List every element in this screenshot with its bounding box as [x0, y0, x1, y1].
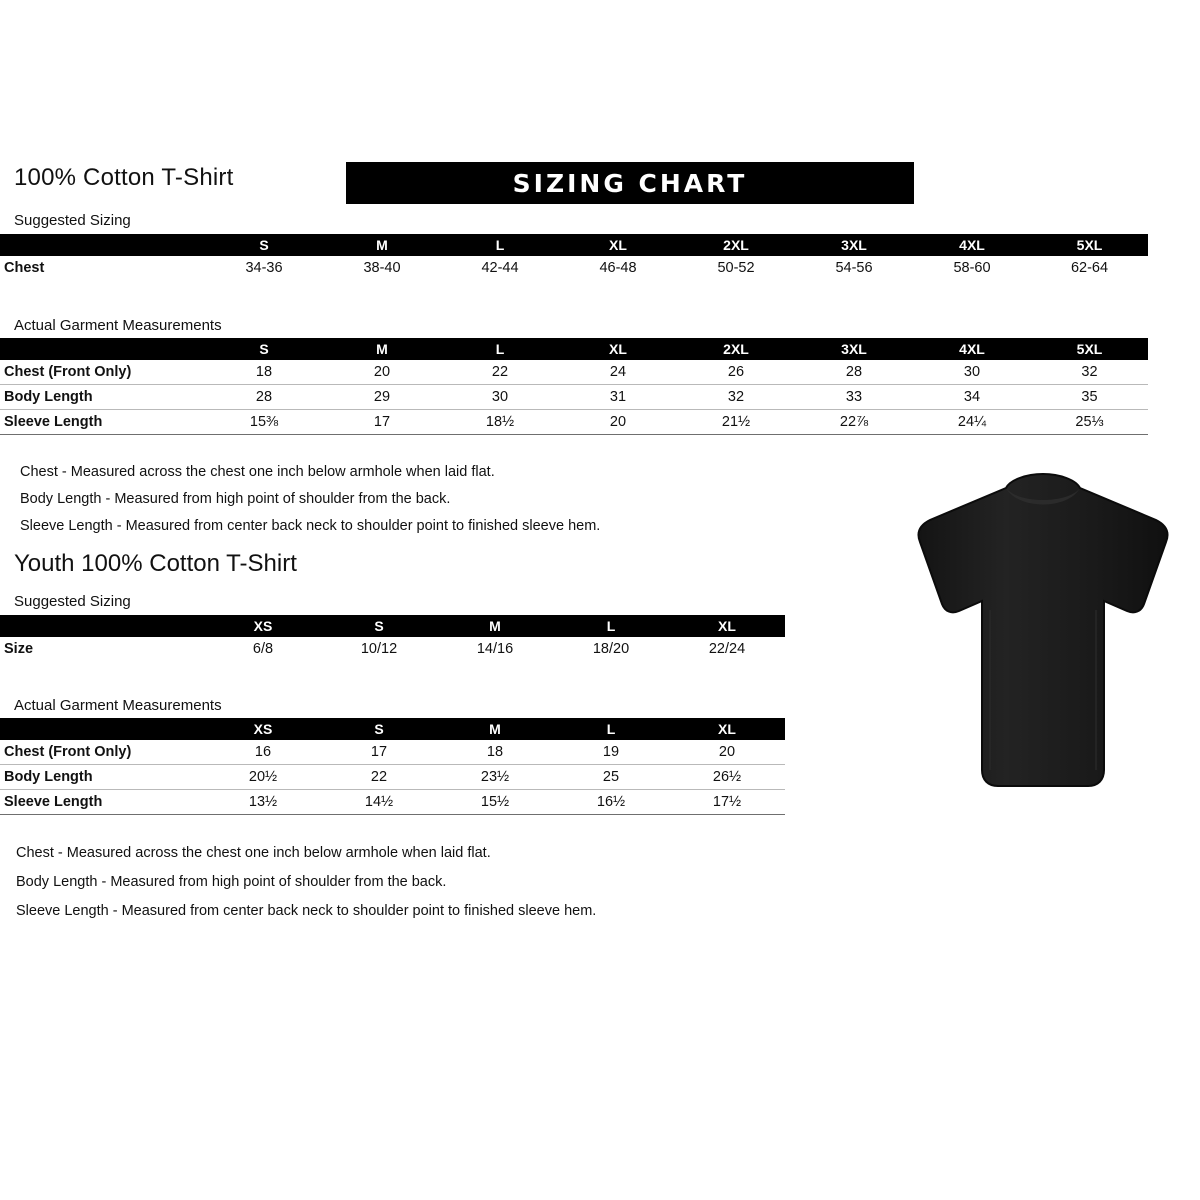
cell-sleevelength-xl: 17½ — [669, 790, 785, 815]
cell-chestfront-l: 19 — [553, 740, 669, 765]
cell-bodylength-s: 28 — [205, 385, 323, 410]
cell-bodylength-s: 22 — [321, 765, 437, 790]
cell-bodylength-m: 29 — [323, 385, 441, 410]
sizing-chart-banner-text: SIZING CHART — [512, 169, 748, 198]
cell-bodylength-5xl: 35 — [1031, 385, 1148, 410]
cell-sleevelength-l: 18½ — [441, 410, 559, 435]
cell-bodylength-l: 30 — [441, 385, 559, 410]
table-row — [0, 360, 1148, 385]
col-head-blank — [0, 615, 205, 637]
cell-bodylength-3xl: 33 — [795, 385, 913, 410]
tshirt-illustration — [898, 470, 1188, 810]
col-head-l: L — [553, 718, 669, 740]
col-head-s: S — [205, 338, 323, 360]
cell-sleevelength-l: 16½ — [553, 790, 669, 815]
adult-actual-measurements-table — [0, 338, 1148, 435]
col-head-blank — [0, 338, 205, 360]
table-row — [0, 765, 785, 790]
cell-chestfront-xl: 24 — [559, 360, 677, 385]
row-label-body-length: Body Length — [0, 385, 205, 410]
cell-chest-l: 42-44 — [481, 260, 519, 276]
col-head-s: S — [205, 234, 323, 256]
youth-note-chest: Chest - Measured across the chest one inch below armhole when laid flat. — [16, 845, 491, 861]
table-header-row — [0, 615, 785, 637]
cell-chestfront-s: 18 — [205, 360, 323, 385]
col-head-xl: XL — [669, 718, 785, 740]
cell-sleevelength-s: 15⅜ — [205, 410, 323, 435]
cell-sleevelength-3xl: 22⅞ — [795, 410, 913, 435]
row-label-chest: Chest — [4, 260, 45, 276]
cell-chestfront-3xl: 28 — [795, 360, 913, 385]
cell-sleevelength-4xl: 24¼ — [913, 410, 1031, 435]
adult-suggested-sizing-label: Suggested Sizing — [14, 212, 131, 229]
cell-size-xs: 6/8 — [252, 641, 274, 657]
table-row — [0, 740, 785, 765]
cell-sleevelength-2xl: 21½ — [677, 410, 795, 435]
table-row — [0, 410, 1148, 435]
col-head-l: L — [441, 234, 559, 256]
col-head-m: M — [323, 338, 441, 360]
col-head-3xl: 3XL — [795, 338, 913, 360]
cell-bodylength-xl: 31 — [559, 385, 677, 410]
col-head-4xl: 4XL — [913, 234, 1031, 256]
col-head-xl: XL — [669, 615, 785, 637]
adult-suggested-sizing-table — [0, 234, 1148, 280]
cell-chestfront-4xl: 30 — [913, 360, 1031, 385]
col-head-xs: XS — [205, 718, 321, 740]
col-head-l: L — [441, 338, 559, 360]
col-head-2xl: 2XL — [677, 234, 795, 256]
row-label-sleeve-length: Sleeve Length — [0, 790, 205, 815]
youth-actual-measurements-table — [0, 718, 785, 815]
adult-actual-measurements-label: Actual Garment Measurements — [14, 317, 222, 334]
youth-section-title: Youth 100% Cotton T-Shirt — [14, 550, 297, 577]
cell-sleevelength-5xl: 25⅓ — [1031, 410, 1148, 435]
cell-chestfront-xl: 20 — [669, 740, 785, 765]
cell-bodylength-m: 23½ — [437, 765, 553, 790]
youth-note-sleeve-length: Sleeve Length - Measured from center back neck to shoulder point to finished sleeve hem. — [16, 903, 597, 919]
table-row — [0, 256, 1148, 280]
cell-sleevelength-xs: 13½ — [205, 790, 321, 815]
adult-note-chest: Chest - Measured across the chest one inch below armhole when laid flat. — [20, 464, 495, 480]
cell-bodylength-2xl: 32 — [677, 385, 795, 410]
col-head-xs: XS — [205, 615, 321, 637]
cell-size-s: 10/12 — [360, 641, 398, 657]
col-head-2xl: 2XL — [677, 338, 795, 360]
cell-size-xl: 22/24 — [708, 641, 746, 657]
cell-chestfront-s: 17 — [321, 740, 437, 765]
cell-chestfront-m: 18 — [437, 740, 553, 765]
table-row — [0, 385, 1148, 410]
col-head-3xl: 3XL — [795, 234, 913, 256]
youth-actual-measurements-label: Actual Garment Measurements — [14, 697, 222, 714]
cell-chest-m: 38-40 — [363, 260, 401, 276]
cell-chest-2xl: 50-52 — [717, 260, 755, 276]
col-head-m: M — [323, 234, 441, 256]
col-head-s: S — [321, 615, 437, 637]
cell-sleevelength-m: 15½ — [437, 790, 553, 815]
youth-suggested-sizing-label: Suggested Sizing — [14, 593, 131, 610]
cell-bodylength-xl: 26½ — [669, 765, 785, 790]
table-row — [0, 637, 785, 661]
adult-note-body-length: Body Length - Measured from high point of shoulder from the back. — [20, 491, 451, 507]
col-head-5xl: 5XL — [1031, 234, 1148, 256]
youth-suggested-sizing-table — [0, 615, 785, 661]
cell-bodylength-4xl: 34 — [913, 385, 1031, 410]
cell-chest-s: 34-36 — [245, 260, 283, 276]
tshirt-icon — [898, 470, 1188, 810]
cell-chestfront-m: 20 — [323, 360, 441, 385]
cell-sleevelength-m: 17 — [323, 410, 441, 435]
col-head-blank — [0, 234, 205, 256]
sizing-chart-banner — [346, 162, 914, 204]
cell-chestfront-xs: 16 — [205, 740, 321, 765]
table-header-row — [0, 338, 1148, 360]
col-head-s: S — [321, 718, 437, 740]
col-head-xl: XL — [559, 338, 677, 360]
col-head-xl: XL — [559, 234, 677, 256]
adult-section-title: 100% Cotton T-Shirt — [14, 164, 234, 191]
col-head-blank — [0, 718, 205, 740]
cell-chest-3xl: 54-56 — [835, 260, 873, 276]
cell-sleevelength-s: 14½ — [321, 790, 437, 815]
row-label-body-length: Body Length — [0, 765, 205, 790]
cell-chest-4xl: 58-60 — [953, 260, 991, 276]
cell-sleevelength-xl: 20 — [559, 410, 677, 435]
cell-chestfront-5xl: 32 — [1031, 360, 1148, 385]
row-label-size: Size — [4, 641, 34, 657]
row-label-chest-front-only: Chest (Front Only) — [0, 740, 205, 765]
youth-note-body-length: Body Length - Measured from high point of shoulder from the back. — [16, 874, 447, 890]
adult-header-row — [14, 162, 904, 204]
cell-bodylength-l: 25 — [553, 765, 669, 790]
adult-note-sleeve-length: Sleeve Length - Measured from center back neck to shoulder point to finished sleeve hem. — [20, 518, 601, 534]
cell-size-m: 14/16 — [476, 641, 514, 657]
table-header-row — [0, 718, 785, 740]
col-head-4xl: 4XL — [913, 338, 1031, 360]
table-header-row — [0, 234, 1148, 256]
cell-chestfront-l: 22 — [441, 360, 559, 385]
cell-size-l: 18/20 — [592, 641, 630, 657]
table-row — [0, 790, 785, 815]
cell-chest-xl: 46-48 — [599, 260, 637, 276]
col-head-m: M — [437, 615, 553, 637]
cell-chest-5xl: 62-64 — [1070, 260, 1109, 276]
cell-chestfront-2xl: 26 — [677, 360, 795, 385]
col-head-l: L — [553, 615, 669, 637]
row-label-chest-front-only: Chest (Front Only) — [0, 360, 205, 385]
cell-bodylength-xs: 20½ — [205, 765, 321, 790]
col-head-5xl: 5XL — [1031, 338, 1148, 360]
col-head-m: M — [437, 718, 553, 740]
row-label-sleeve-length: Sleeve Length — [0, 410, 205, 435]
